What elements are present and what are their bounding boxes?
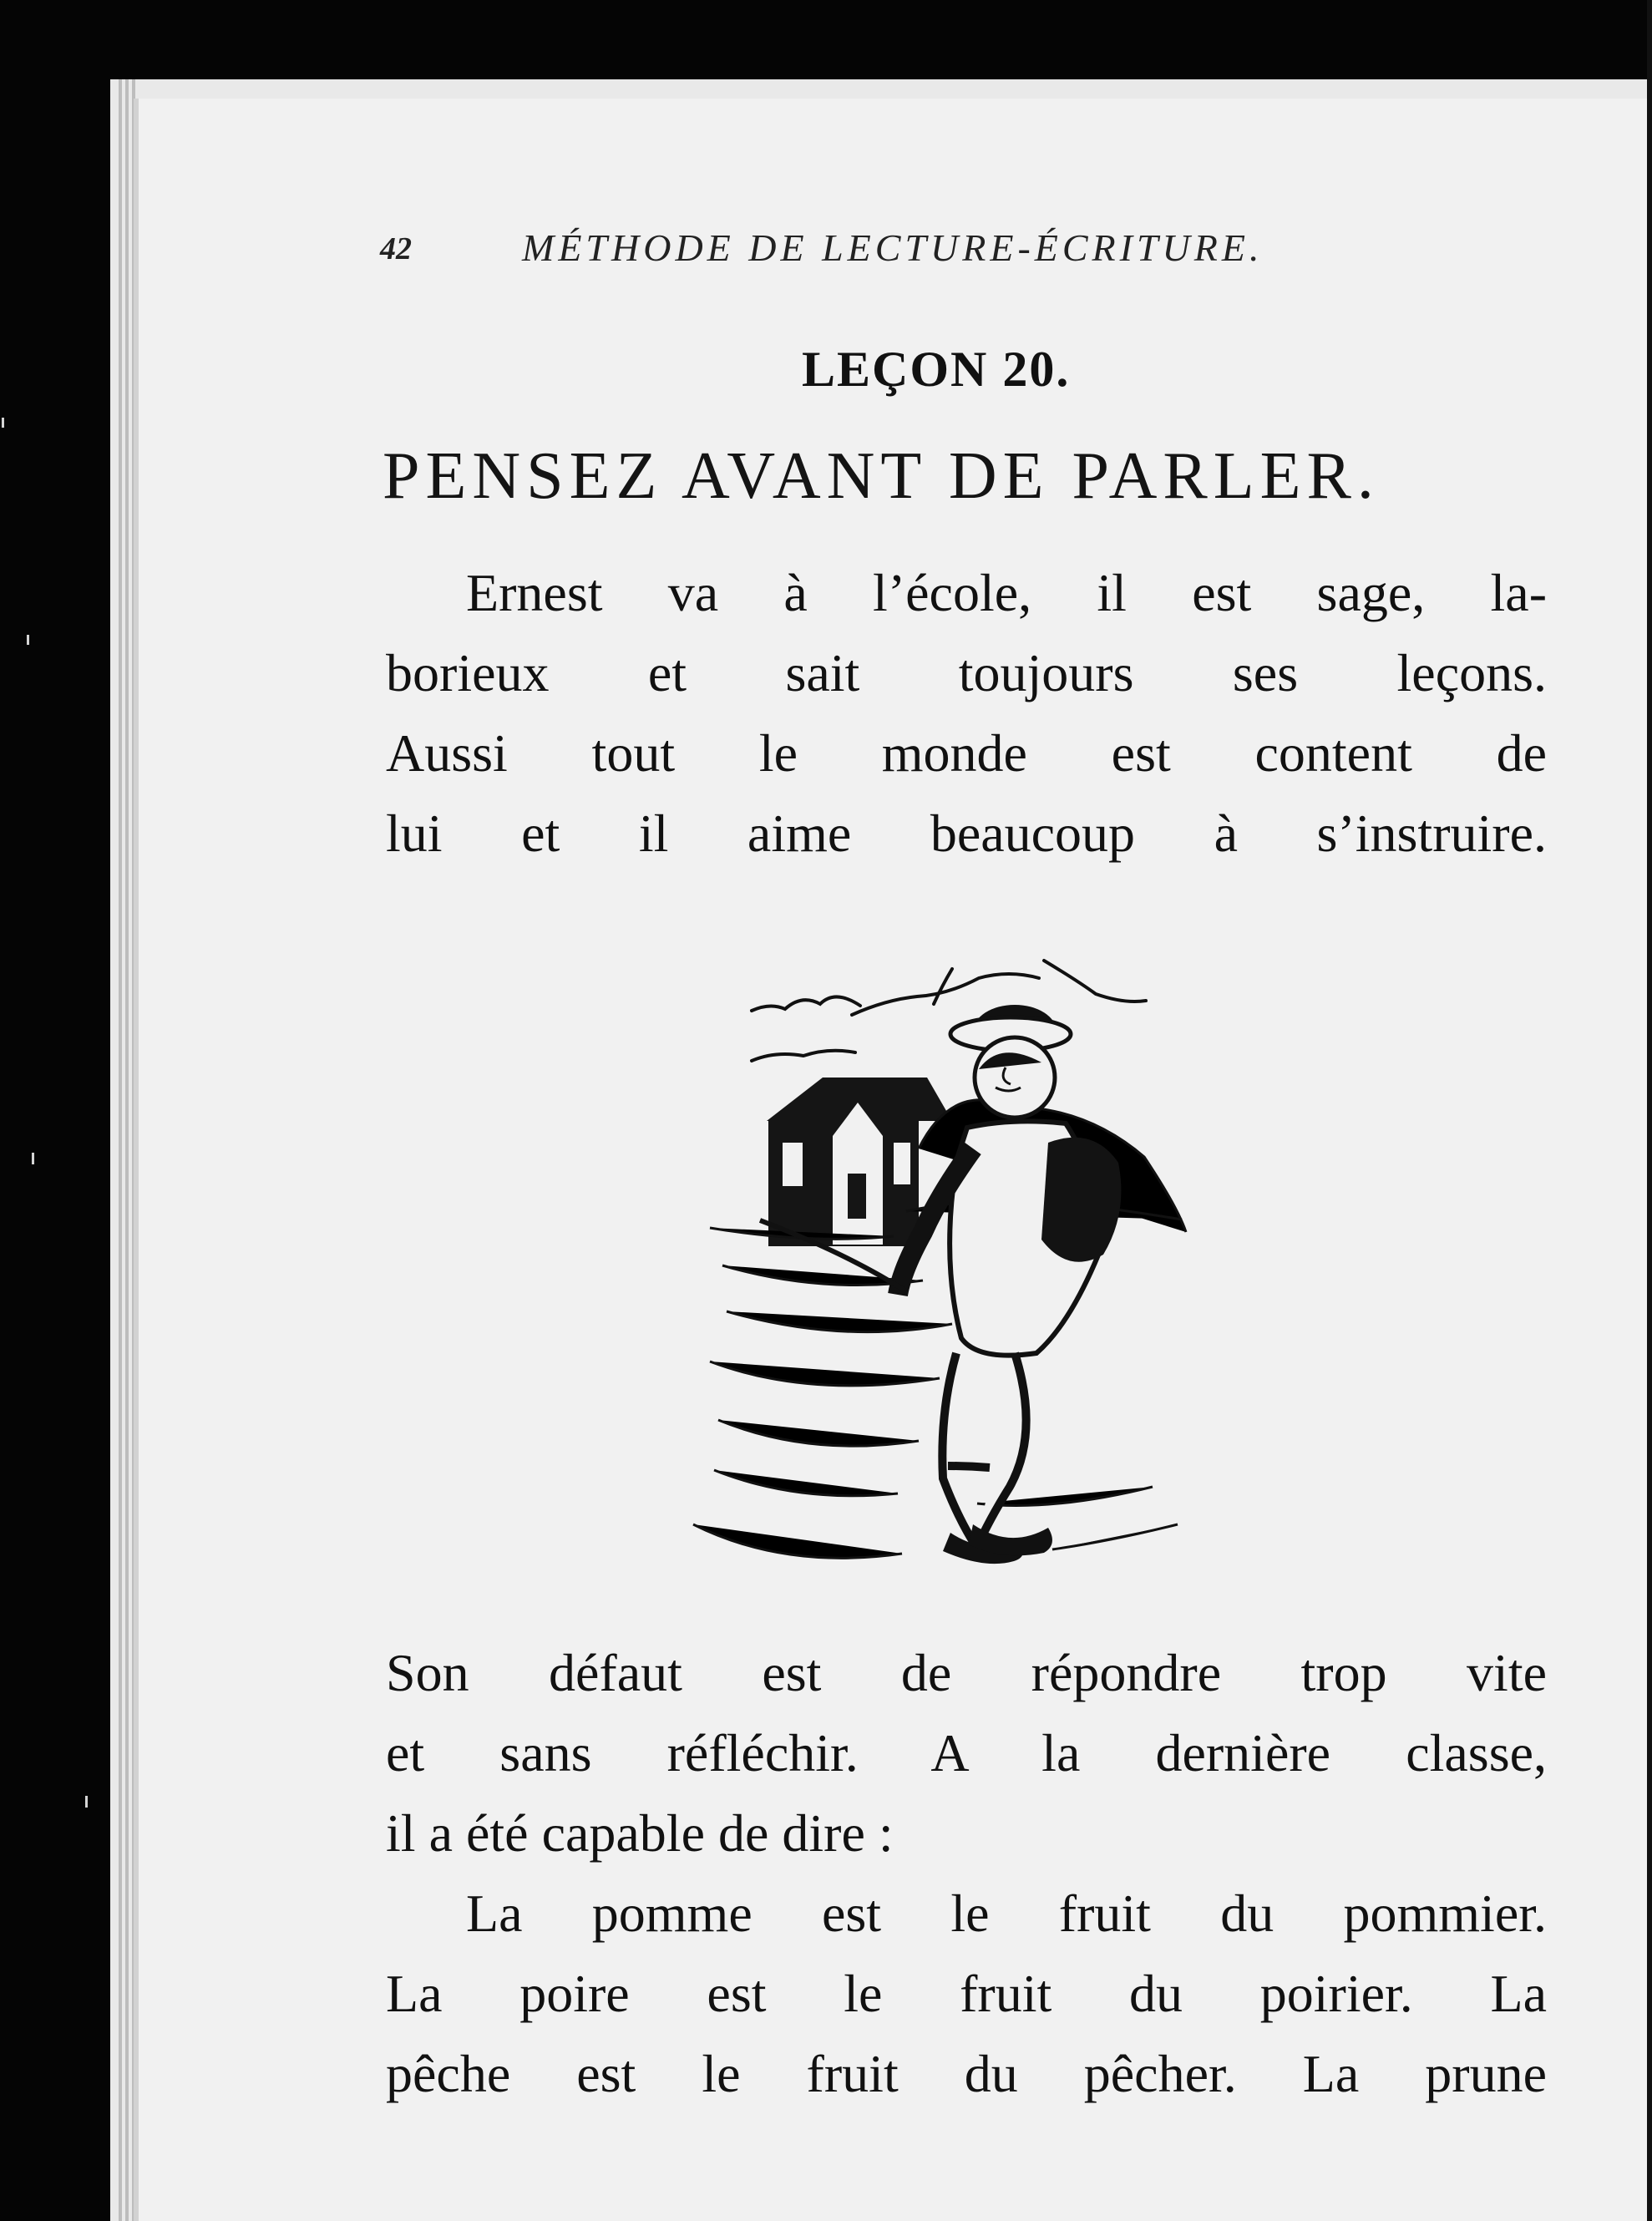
schoolboy-engraving-icon xyxy=(677,936,1244,1604)
page-edge-left xyxy=(119,79,122,2221)
paragraph-line: La poire est le fruit du poirier. La xyxy=(386,1964,1547,2023)
paragraph-line: et sans réfléchir. A la dernière classe, xyxy=(386,1723,1547,1782)
page-number: 42 xyxy=(380,231,412,266)
scan-mark xyxy=(85,1796,88,1808)
paragraph-line: La pomme est le fruit du pommier. xyxy=(466,1884,1547,1943)
schoolboy-illustration xyxy=(677,936,1244,1604)
scan-border xyxy=(1647,0,1652,2221)
running-header xyxy=(380,224,1482,274)
paragraph-line: pêche est le fruit du pêcher. La prune xyxy=(386,2044,1547,2103)
paragraph-line: il a été capable de dire : xyxy=(386,1803,894,1863)
page-edge-left-2 xyxy=(125,79,129,2221)
scan-mark xyxy=(27,635,29,645)
running-title: MÉTHODE DE LECTURE-ÉCRITURE. xyxy=(522,226,1264,269)
paragraph-line: lui et il aime beaucoup à s’instruire. xyxy=(386,804,1547,863)
scan-mark xyxy=(32,1153,34,1164)
paragraph-line: Aussi tout le monde est content de xyxy=(386,723,1547,783)
scan-mark xyxy=(2,418,4,428)
lesson-number-title: LEÇON 20. xyxy=(802,342,1071,397)
paragraph-line: Son défaut est de répondre trop vite xyxy=(386,1643,1547,1702)
paragraph-line: Ernest va à l’école, il est sage, la- xyxy=(466,563,1547,622)
paragraph-line: borieux et sait toujours ses leçons. xyxy=(386,643,1547,702)
paragraph-one xyxy=(386,553,1547,874)
lesson-title: PENSEZ AVANT DE PARLER. xyxy=(383,439,1380,513)
paragraph-two xyxy=(386,1633,1547,2114)
